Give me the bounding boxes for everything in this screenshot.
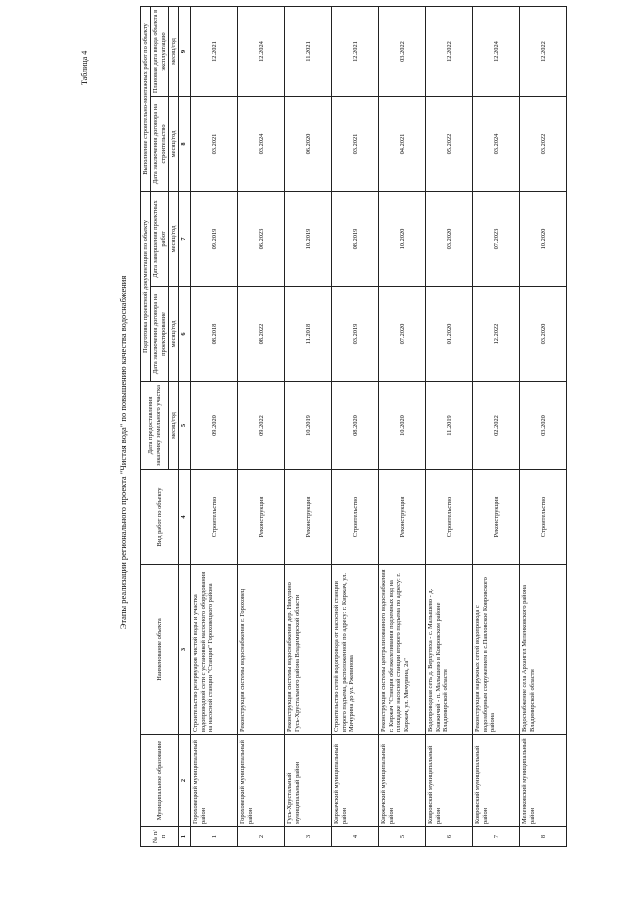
unit-cell: месяц/год	[169, 192, 179, 287]
commission-date-cell: 12.2024	[238, 6, 285, 96]
header-design-done: Дата завершения проектных работ	[151, 192, 169, 287]
unit-cell: месяц/год	[169, 97, 179, 192]
municipality-cell: Киржачский муниципальный район	[332, 735, 379, 827]
municipality-cell: Гороховецкий муниципальный район	[238, 735, 285, 827]
design-contract-cell: 12.2022	[473, 287, 520, 382]
unit-cell: месяц/год	[169, 6, 179, 96]
table-row	[191, 6, 238, 846]
object-name-cell: Реконструкция системы водоснабжения дер. Никулино Гусь-Хрустального района Владимирской области	[285, 565, 332, 735]
table-row	[426, 6, 473, 846]
design-contract-cell: 08.2022	[238, 287, 285, 382]
header-object-name: Наименование объекта	[141, 565, 179, 735]
commission-date-cell: 03.2022	[379, 6, 426, 96]
column-number: 4	[179, 470, 191, 565]
object-name-cell: Водоснабжение села Архангел Меленковского района Владимирской области	[520, 565, 567, 735]
unit-cell: месяц/год	[169, 382, 179, 470]
design-done-cell: 07.2023	[473, 192, 520, 287]
build-contract-cell: 03.2024	[238, 97, 285, 192]
commission-date-cell: 12.2024	[473, 6, 520, 96]
object-name-cell: Строительство резервуаров чистой воды и участка водопроводной сети с установкой насосного оборудования на насосной станции "Станция" Гороховецкого района	[191, 565, 238, 735]
header-n: № п/п	[141, 827, 179, 847]
commission-date-cell: 12.2021	[332, 6, 379, 96]
column-number: 3	[179, 565, 191, 735]
design-contract-cell: 11.2018	[285, 287, 332, 382]
land-date-cell: 09.2022	[238, 382, 285, 470]
build-contract-cell: 04.2021	[379, 97, 426, 192]
design-contract-cell: 03.2020	[520, 287, 567, 382]
page-title: Этапы реализации регионального проекта "Чистая вода" по повышению качества водоснабжения	[118, 275, 128, 630]
design-done-cell: 08.2019	[332, 192, 379, 287]
table-row	[285, 6, 332, 846]
header-land-date: Дата предоставления заказчику земельного участка	[141, 382, 169, 470]
land-date-cell: 10.2020	[379, 382, 426, 470]
object-name-cell: Строительство сетей водопровода от насосной станции второго подъема, расположенной по адресу: г. Киржач, ул. Мичурина до ул. Ржевинова	[332, 565, 379, 735]
unit-cell: месяц/год	[169, 287, 179, 382]
build-contract-cell: 05.2022	[426, 97, 473, 192]
work-type-cell: Строительство	[520, 470, 567, 565]
land-date-cell: 09.2020	[191, 382, 238, 470]
commission-date-cell: 12.2021	[191, 6, 238, 96]
table-row	[520, 6, 567, 846]
work-type-cell: Реконструкция	[473, 470, 520, 565]
municipality-cell: Ковровский муниципальный район	[473, 735, 520, 827]
object-name-cell: Реконструкция наружных сетей водопровода с водозаборным сооружением в с.Павловское Ковровского района	[473, 565, 520, 735]
work-type-cell: Строительство	[191, 470, 238, 565]
column-number: 6	[179, 287, 191, 382]
header-municipality: Муниципальное образование	[141, 735, 179, 827]
land-date-cell: 02.2022	[473, 382, 520, 470]
land-date-cell: 10.2019	[285, 382, 332, 470]
municipality-cell: Ковровский муниципальный район	[426, 735, 473, 827]
land-date-cell: 03.2020	[520, 382, 567, 470]
municipality-cell: Киржачский муниципальный район	[379, 735, 426, 827]
design-done-cell: 06.2023	[238, 192, 285, 287]
commission-date-cell: 11.2021	[285, 6, 332, 96]
header-build-group: Выполнение строительно-монтажных работ по объекту	[141, 6, 151, 191]
build-contract-cell: 06.2020	[285, 97, 332, 192]
design-done-cell: 10.2020	[520, 192, 567, 287]
object-name-cell: Реконструкция системы водоснабжения г. Гороховец	[238, 565, 285, 735]
land-date-cell: 11.2019	[426, 382, 473, 470]
build-contract-cell: 03.2024	[473, 97, 520, 192]
column-number: 1	[179, 827, 191, 847]
column-number: 5	[179, 382, 191, 470]
design-contract-cell: 08.2018	[191, 287, 238, 382]
header-work-type: Вид работ по объекту	[141, 470, 179, 565]
table-row	[332, 6, 379, 846]
design-contract-cell: 01.2020	[426, 287, 473, 382]
column-number: 7	[179, 192, 191, 287]
row-number: 7	[473, 827, 520, 847]
design-done-cell: 10.2020	[379, 192, 426, 287]
table-label: Таблица 4	[80, 50, 89, 85]
row-number: 4	[332, 827, 379, 847]
build-contract-cell: 03.2022	[520, 97, 567, 192]
work-type-cell: Строительство	[332, 470, 379, 565]
object-name-cell: Реконструкция системы централизованного водоснабжения г. Киржач "Станция обезжелезивания подземных вод на площадке насосной станции второго подъема по адресу: г. Киржач, ул. Мичурина, 2а"	[379, 565, 426, 735]
row-number: 5	[379, 827, 426, 847]
column-number-row	[179, 6, 191, 846]
row-number: 2	[238, 827, 285, 847]
build-contract-cell: 03.2021	[332, 97, 379, 192]
design-done-cell: 03.2020	[426, 192, 473, 287]
column-number: 9	[179, 6, 191, 96]
commission-date-cell: 12.2022	[426, 6, 473, 96]
work-type-cell: Строительство	[426, 470, 473, 565]
table-row	[473, 6, 520, 846]
municipality-cell: Меленковский муниципальный район	[520, 735, 567, 827]
design-contract-cell: 07.2020	[379, 287, 426, 382]
row-number: 3	[285, 827, 332, 847]
column-number: 2	[179, 735, 191, 827]
header-build-contract: Дата заключения договора на строительство	[151, 97, 169, 192]
header-commission: Плановая дата ввода объекта в эксплуатацию	[151, 6, 169, 96]
header-design-contract: Дата заключения договора на проектирование	[151, 287, 169, 382]
work-type-cell: Реконструкция	[285, 470, 332, 565]
work-type-cell: Реконструкция	[238, 470, 285, 565]
design-contract-cell: 03.2019	[332, 287, 379, 382]
row-number: 8	[520, 827, 567, 847]
work-type-cell: Реконструкция	[379, 470, 426, 565]
row-number: 1	[191, 827, 238, 847]
design-done-cell: 10.2019	[285, 192, 332, 287]
build-contract-cell: 03.2021	[191, 97, 238, 192]
row-number: 6	[426, 827, 473, 847]
land-date-cell: 08.2020	[332, 382, 379, 470]
table-row	[379, 6, 426, 846]
header-row	[141, 6, 151, 846]
table-row	[238, 6, 285, 846]
stages-table	[140, 6, 567, 847]
municipality-cell: Гусь-Хрустальный муниципальный район	[285, 735, 332, 827]
header-design-group: Подготовка проектной документации по объекту	[141, 192, 151, 382]
object-name-cell: Водопроводная сеть д. Верхутиха - с. Малышево - д. Княжичий - п. Малышево в Ковровском районе Владимирской области	[426, 565, 473, 735]
design-done-cell: 09.2019	[191, 192, 238, 287]
column-number: 8	[179, 97, 191, 192]
commission-date-cell: 12.2022	[520, 6, 567, 96]
municipality-cell: Гороховецкий муниципальный район	[191, 735, 238, 827]
